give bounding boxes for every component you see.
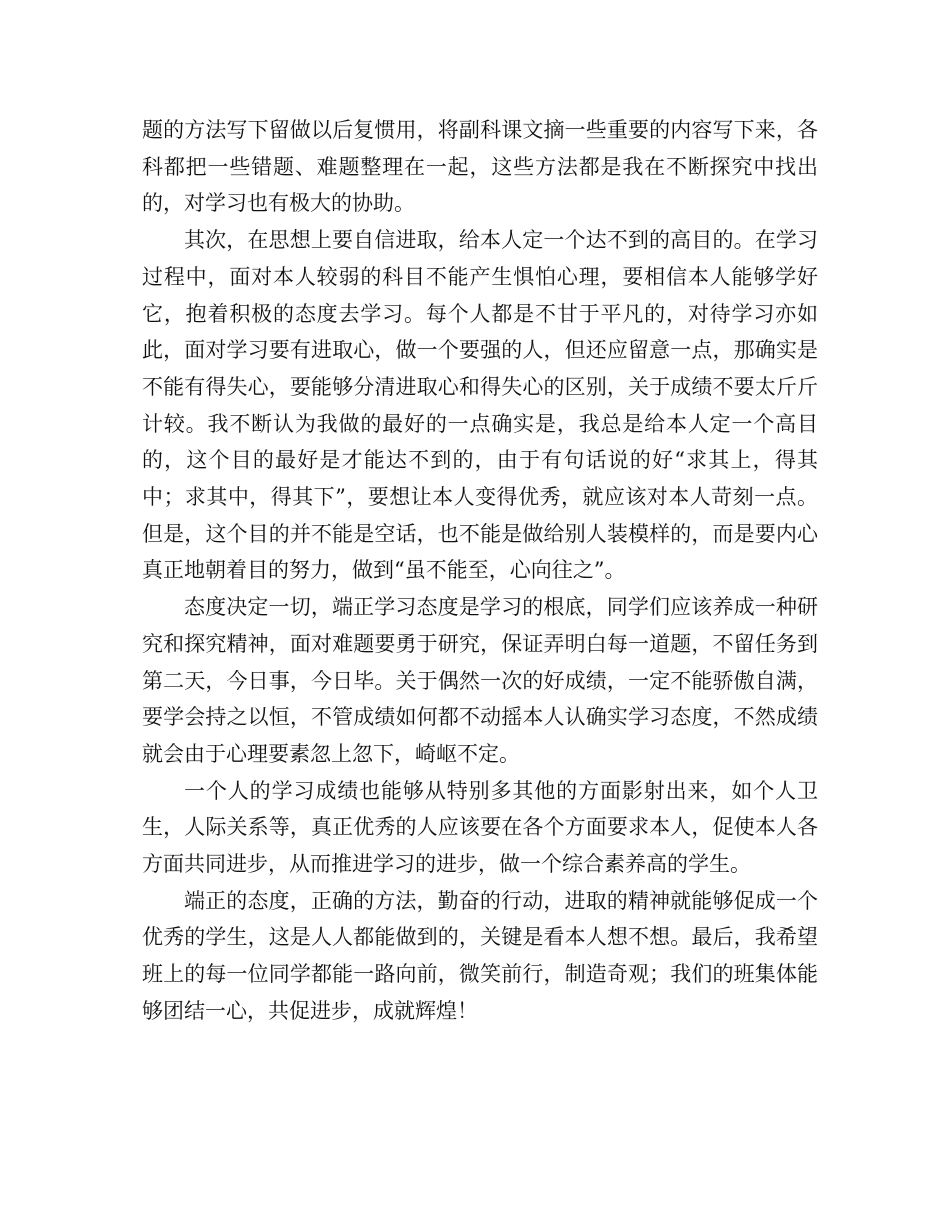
paragraph-conclusion: 端正的态度，正确的方法，勤奋的行动，进取的精神就能够促成一个优秀的学生，这是人人都能做到的，关键是看本人想不想。最后，我希望班上的每一位同学都能一路向前，微笑前行，制造奇观；我们的班集体能够团结一心，共促进步，成就辉煌！	[142, 888, 818, 1023]
paragraph-continued: 题的方法写下留做以后复惯用，将副科课文摘一些重要的内容写下来，各科都把一些错题、难题整理在一起，这些方法都是我在不断探究中找出的，对学习也有极大的协助。	[142, 118, 818, 216]
document-page	[142, 112, 818, 1030]
paragraph-all-round: 一个人的学习成绩也能够从特别多其他的方面影射出来，如个人卫生，人际关系等，真正优秀的人应该要在各个方面要求本人，促使本人各方面共同进步，从而推进学习的进步，做一个综合素养高的学生。	[142, 778, 818, 877]
paragraph-confidence: 其次，在思想上要自信进取，给本人定一个达不到的高目的。在学习过程中，面对本人较弱的科目不能产生惧怕心理，要相信本人能够学好它，抱着积极的态度去学习。每个人都是不甘于平凡的，对待学习亦如此，面对学习要有进取心，做一个要强的人，但还应留意一点，那确实是不能有得失心，要能够分清进取心和得失心的区别，关于成绩不要太斤斤计较。我不断认为我做的最好的一点确实是，我总是给本人定一个高目的，这个目的最好是才能达不到的，由于有句话说的好“求其上，得其中；求其中，得其下”，要想让本人变得优秀，就应该对本人苛刻一点。但是，这个目的并不能是空话，也不能是做给别人装模样的，而是要内心真正地朝着目的努力，做到“虽不能至，心向往之”。	[142, 228, 818, 583]
paragraph-attitude: 态度决定一切，端正学习态度是学习的根底，同学们应该养成一种研究和探究精神，面对难题要勇于研究，保证弄明白每一道题，不留任务到第二天，今日事，今日毕。关于偶然一次的好成绩，一定不能骄傲自满，要学会持之以恒，不管成绩如何都不动摇本人认确实学习态度，不然成绩就会由于心理要素忽上忽下，崎岖不定。	[142, 595, 818, 766]
